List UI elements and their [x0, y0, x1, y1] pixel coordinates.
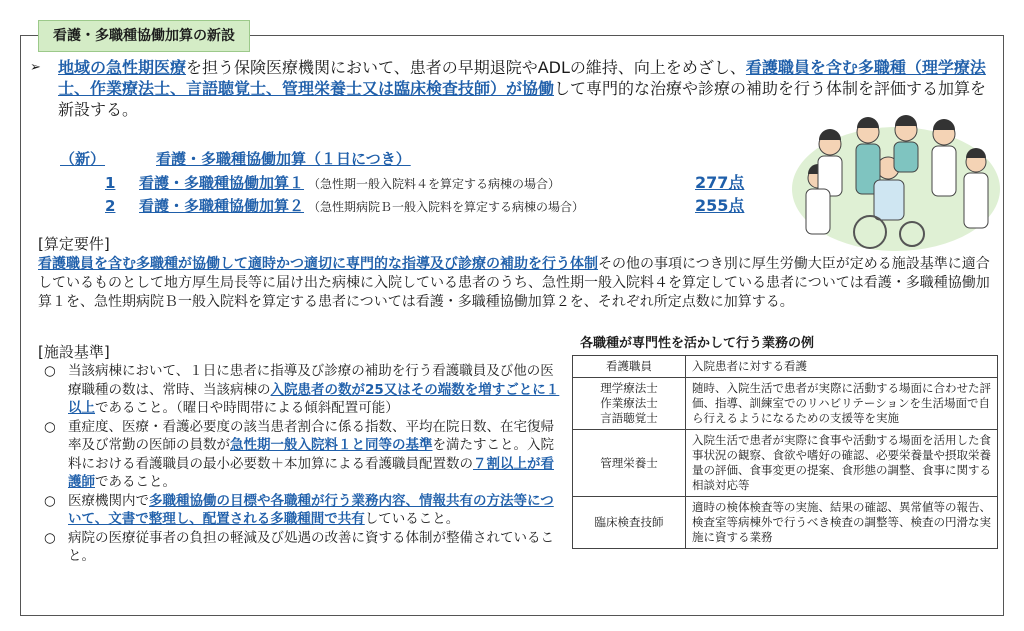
addon-condition: （急性期一般入院料４を算定する病棟の場合） [308, 177, 561, 191]
intro-text: を担う保険医療機関において、患者の早期退院やADLの維持、向上をめざし、 [186, 58, 746, 77]
new-label: （新） [60, 150, 106, 168]
intro-text: して専門的な治療や診療の補助を行う体制を評価する加算を新設する。 [58, 79, 987, 119]
task-cell: 随時、入院生活で患者が実際に活動する場面に合わせた評価、指導、訓練室でのリハビリテーションを生活場面で自ら行えるようになるための支援等を実施 [686, 378, 998, 430]
requirements-highlight: 看護職員を含む多職種が協働して適時かつ適切に専門的な指導及び診療の補助を行う体制 [38, 256, 598, 272]
addon-points: 255点 [695, 196, 745, 215]
table-row [573, 356, 998, 378]
facility-criterion [40, 529, 560, 566]
criterion-text: 病院の医療従事者の負担の軽減及び処遇の改善に資する体制が整備されていること。 [68, 529, 554, 564]
table-row [573, 497, 998, 549]
bullet-arrow-icon: ➢ [30, 60, 41, 75]
addon-row [105, 172, 560, 193]
criterion-highlight: 多職種協働の目標や各職種が行う業務内容、情報共有の方法等について、文書で整理し、配置される多職種間で共有 [68, 492, 554, 527]
section-title: 看護・多職種協働加算の新設 [38, 20, 250, 52]
criterion-highlight: 入院患者の数が25又はその端数を増すごとに１以上 [68, 381, 560, 416]
requirements-heading: [算定要件] [38, 235, 110, 253]
criterion-text: であること。（曜日や時間帯による傾斜配置可能） [95, 400, 399, 416]
addon-name: 看護・多職種協働加算１ [139, 174, 305, 192]
circle-bullet-icon: ○ [44, 363, 56, 379]
criterion-highlight: 急性期一般入院料１と同等の基準 [230, 437, 433, 453]
role-cell: 看護職員 [573, 356, 686, 378]
facility-criterion [40, 492, 560, 529]
criterion-text: 重症度、医療・看護必要度の該当患者割合に係る指数、平均在院日数、在宅復帰率及び常勤の医師の員数が [68, 418, 554, 453]
criterion-text: していること。 [364, 511, 460, 527]
role-cell: 臨床検査技師 [573, 497, 686, 549]
table-row [573, 378, 998, 430]
addon-num: 1 [105, 174, 116, 192]
intro-highlight: 看護職員を含む多職種（理学療法士、作業療法士、言語聴覚士、管理栄養士又は臨床検査技師）が協働 [58, 58, 986, 98]
addon-name: 看護・多職種協働加算２ [139, 197, 305, 215]
requirements-text [38, 255, 998, 312]
criterion-text: 医療機関内で [68, 492, 149, 509]
facility-heading: [施設基準] [38, 343, 110, 361]
addon-header [60, 148, 411, 169]
task-cell: 入院患者に対する看護 [686, 356, 998, 378]
criterion-highlight: ７割以上が看護師 [68, 455, 554, 490]
addon-num: 2 [105, 197, 116, 215]
example-table [572, 355, 998, 549]
circle-bullet-icon: ○ [44, 418, 56, 435]
criterion-text: 当該病棟において、１日に患者に指導及び診療の補助を行う看護職員及び他の医療職種の数は、常時、当該病棟の [68, 363, 554, 398]
addon-name-label: 看護・多職種協働加算（１日につき） [156, 150, 411, 168]
addon-condition: （急性期病院Ｂ一般入院料を算定する病棟の場合） [308, 200, 585, 214]
role-cell: 理学療法士 作業療法士 言語聴覚士 [573, 378, 686, 430]
task-cell: 適時の検体検査等の実施、結果の確認、異常値等の報告、検査室等病棟外で行うべき検査の調整等、検査の円滑な実施に資する業務 [686, 497, 998, 549]
requirements-body: その他の事項につき別に厚生労働大臣が定める施設基準に適合しているものとして地方厚生局長等に届け出た病棟に入院している患者のうち、急性期一般入院料４を算定している患者については看護・多職種協働加算１を、急性期病院Ｂ一般入院料を算定する患者については看護・多職種協働加算２を、それぞれ所定点数に加算する。 [38, 256, 990, 310]
criterion-text: であること。 [95, 474, 176, 490]
criterion-text: を満たすこと。入院料における看護職員の最小必要数＋本加算による看護職員配置数の [68, 437, 554, 472]
circle-bullet-icon: ○ [44, 529, 56, 546]
example-table-title: 各職種が専門性を活かして行う業務の例 [580, 336, 815, 351]
facility-criterion [40, 418, 560, 492]
intro-highlight: 地域の急性期医療 [58, 58, 187, 77]
task-cell: 入院生活で患者が実際に食事や活動する場面を活用した食事状況の観察、食欲や嗜好の確認、必要栄養量や摂取栄養量の評価、食事変更の提案、食形態の調整、食事に関する相談対応等 [686, 430, 998, 497]
facility-criteria-list [40, 362, 560, 566]
addon-points: 277点 [695, 173, 745, 192]
table-row [573, 430, 998, 497]
addon-row [105, 195, 584, 216]
medical-staff-illustration [790, 104, 1002, 254]
facility-criterion [40, 362, 560, 418]
role-cell: 管理栄養士 [573, 430, 686, 497]
circle-bullet-icon: ○ [44, 492, 56, 509]
